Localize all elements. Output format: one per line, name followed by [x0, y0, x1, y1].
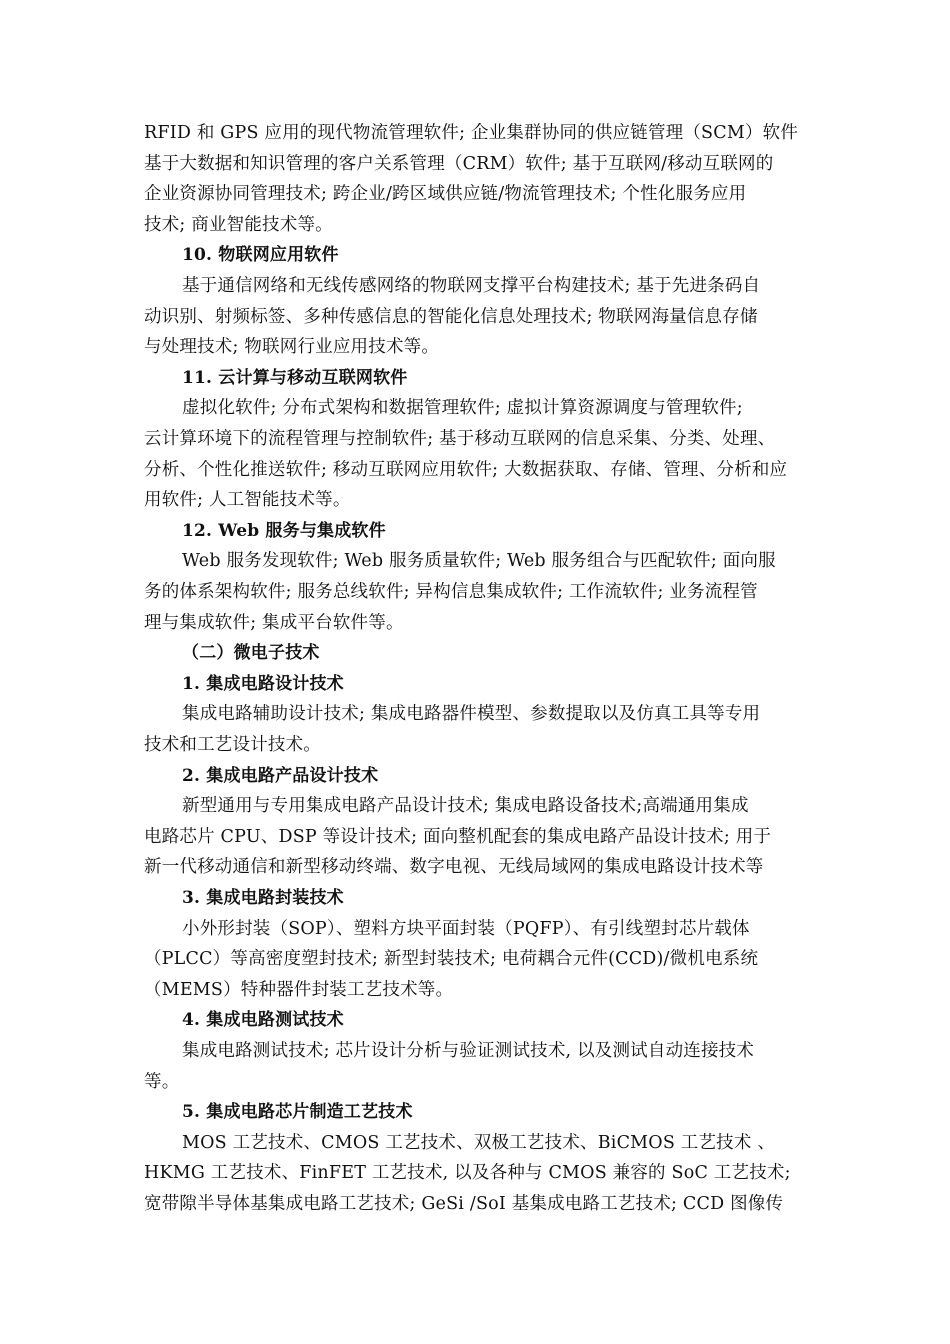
section-heading: 5. 集成电路芯片制造工艺技术	[182, 1102, 413, 1123]
text-line: 分析、个性化推送软件; 移动互联网应用软件; 大数据获取、存储、管理、分析和应	[144, 459, 788, 480]
text-line: Web 服务发现软件; Web 服务质量软件; Web 服务组合与匹配软件; 面向服	[182, 551, 776, 572]
section-heading: 2. 集成电路产品设计技术	[182, 765, 379, 786]
chapter-heading: （二）微电子技术	[182, 643, 320, 664]
text-line: 云计算环境下的流程管理与控制软件; 基于移动互联网的信息采集、分类、处理、	[144, 429, 776, 449]
text-line: 动识别、射频标签、多种传感信息的智能化信息处理技术; 物联网海量信息存储	[144, 306, 758, 327]
section-heading: 4. 集成电路测试技术	[182, 1010, 344, 1031]
text-line: 集成电路测试技术; 芯片设计分析与验证测试技术, 以及测试自动连接技术	[182, 1041, 755, 1061]
text-line: 新一代移动通信和新型移动终端、数字电视、无线局域网的集成电路设计技术等	[144, 857, 764, 878]
text-line: 务的体系架构软件; 服务总线软件; 异构信息集成软件; 工作流软件; 业务流程管	[144, 582, 758, 602]
text-line: RFID 和 GPS 应用的现代物流管理软件; 企业集群协同的供应链管理（SCM）软件	[144, 123, 799, 143]
text-line: 技术和工艺设计技术。	[144, 735, 321, 755]
text-line: 用软件; 人工智能技术等。	[144, 490, 351, 511]
section-heading: 12. Web 服务与集成软件	[182, 520, 386, 541]
text-line: MOS 工艺技术、CMOS 工艺技术、双极工艺技术、BiCMOS 工艺技术 、	[182, 1132, 776, 1153]
text-line: 与处理技术; 物联网行业应用技术等。	[144, 337, 440, 358]
text-line: （PLCC）等高密度塑封技术; 新型封装技术; 电荷耦合元件(CCD)/微机电系统	[144, 949, 759, 970]
section-heading: 10. 物联网应用软件	[182, 245, 339, 266]
text-line: 小外形封装（SOP）、塑料方块平面封装（PQFP）、有引线塑封芯片载体	[182, 918, 750, 939]
section-heading: 1. 集成电路设计技术	[182, 673, 344, 694]
text-line: 基于大数据和知识管理的客户关系管理（CRM）软件; 基于互联网/移动互联网的	[144, 153, 774, 174]
text-line: 电路芯片 CPU、DSP 等设计技术; 面向整机配套的集成电路产品设计技术; 用于	[144, 826, 772, 847]
text-line: 理与集成软件; 集成平台软件等。	[144, 612, 404, 633]
text-line: 等。	[144, 1071, 180, 1092]
section-heading: 11. 云计算与移动互联网软件	[182, 367, 408, 388]
text-line: 虚拟化软件; 分布式架构和数据管理软件; 虚拟计算资源调度与管理软件;	[182, 398, 743, 419]
text-line: 新型通用与专用集成电路产品设计技术; 集成电路设备技术;高端通用集成	[182, 796, 749, 817]
text-line: 基于通信网络和无线传感网络的物联网支撑平台构建技术; 基于先进条码自	[182, 276, 761, 296]
text-line: 企业资源协同管理技术; 跨企业/跨区域供应链/物流管理技术; 个性化服务应用	[144, 184, 747, 205]
section-heading: 3. 集成电路封装技术	[182, 888, 344, 908]
text-line: （MEMS）特种器件封装工艺技术等。	[144, 979, 454, 1000]
text-line: 宽带隙半导体基集成电路工艺技术; GeSi /SoI 基集成电路工艺技术; CCD 图像传	[144, 1194, 784, 1214]
text-line: 技术; 商业智能技术等。	[144, 214, 333, 235]
text-line: 集成电路辅助设计技术; 集成电路器件模型、参数提取以及仿真工具等专用	[182, 704, 761, 725]
text-line: HKMG 工艺技术、FinFET 工艺技术, 以及各种与 CMOS 兼容的 SoC 工艺技术;	[144, 1163, 791, 1184]
